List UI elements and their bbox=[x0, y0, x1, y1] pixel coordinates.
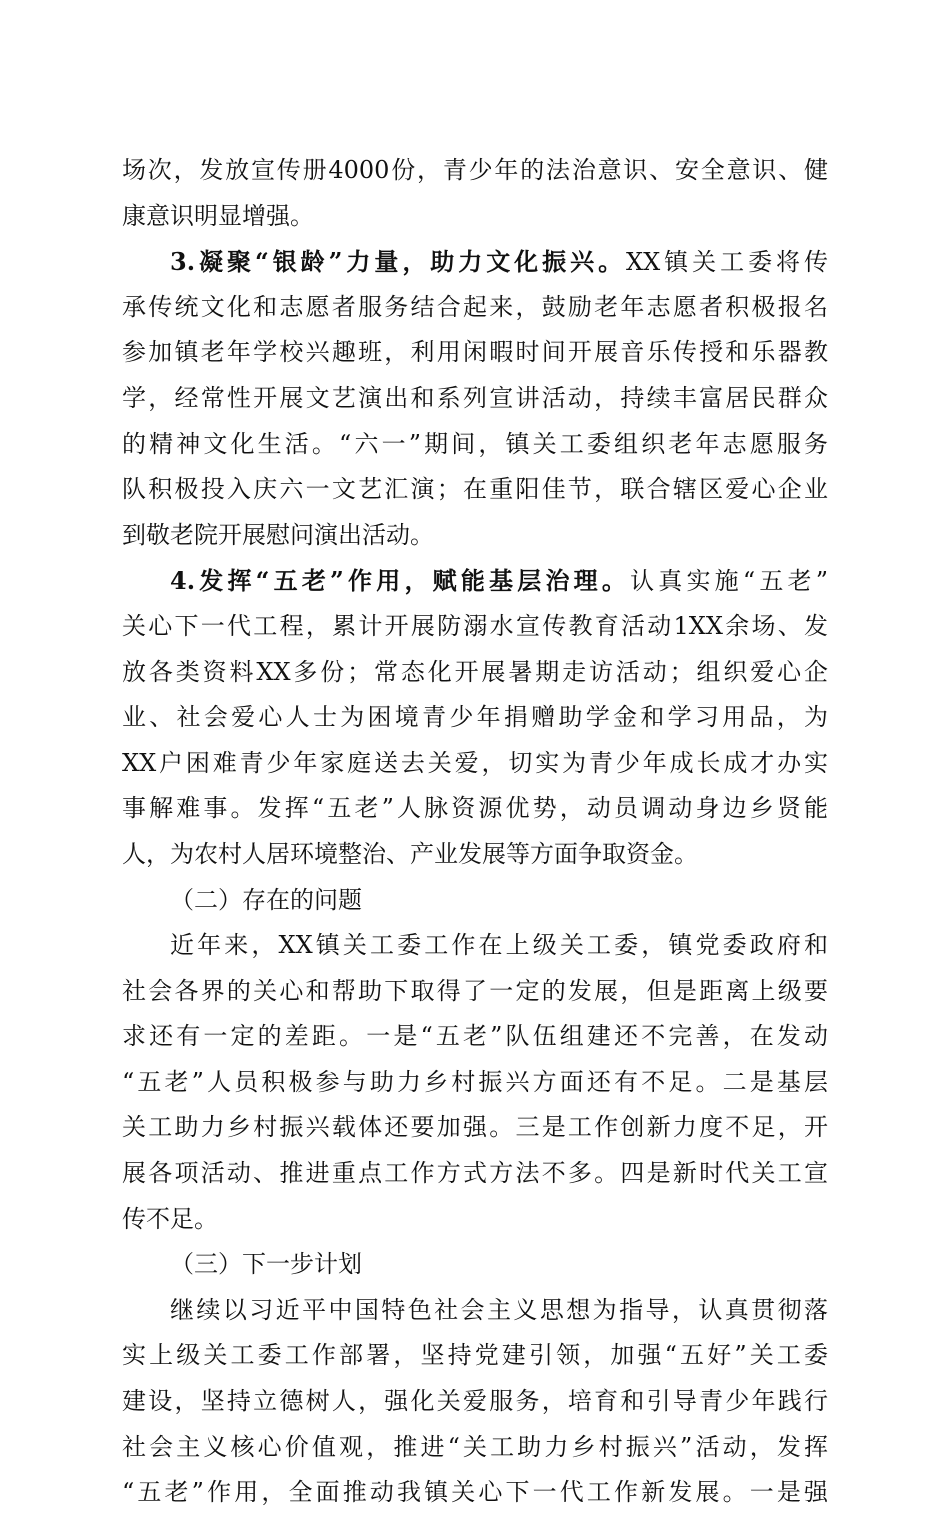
paragraph-line: 求还有一定的差距。一是“五老”队伍组建还不完善，在发动 bbox=[122, 1022, 828, 1051]
paragraph-line: 学，经常性开展文艺演出和系列宣讲活动，持续丰富居民群众 bbox=[122, 383, 828, 412]
paragraph-line: 到敬老院开展慰问演出活动。 bbox=[122, 520, 434, 549]
paragraph-text: XX镇关工委将传 bbox=[626, 248, 828, 277]
paragraph-line: 场次，发放宣传册4000份，青少年的法治意识、安全意识、健 bbox=[122, 156, 828, 184]
paragraph-line: “五老”人员积极参与助力乡村振兴方面还有不足。二是基层 bbox=[122, 1067, 828, 1096]
paragraph-line: “五老”作用，全面推动我镇关心下一代工作新发展。一是强 bbox=[122, 1478, 828, 1507]
paragraph-line: 事解难事。发挥“五老”人脉资源优势，动员调动身边乡贤能 bbox=[122, 794, 828, 823]
paragraph-line: 社会各界的关心和帮助下取得了一定的发展，但是距离上级要 bbox=[122, 976, 828, 1005]
paragraph-line: 社会主义核心价值观，推进“关工助力乡村振兴”活动，发挥 bbox=[122, 1432, 828, 1461]
paragraph-line: 的精神文化生活。“六一”期间，镇关工委组织老年志愿服务 bbox=[122, 429, 828, 458]
section-heading-problems: （二）存在的问题 bbox=[170, 885, 362, 914]
paragraph-first-line bbox=[122, 239, 828, 285]
section-heading-next-plan: （三）下一步计划 bbox=[170, 1250, 362, 1279]
paragraph-line: 传不足。 bbox=[122, 1204, 218, 1233]
paragraph-line: 业、社会爱心人士为困境青少年捐赠助学金和学习用品，为 bbox=[122, 703, 828, 732]
paragraph-first-line: 继续以习近平中国特色社会主义思想为指导，认真贯彻落 bbox=[170, 1295, 828, 1324]
paragraph-line: 实上级关工委工作部署，坚持党建引领，加强“五好”关工委 bbox=[122, 1341, 828, 1370]
paragraph-line: XX户困难青少年家庭送去关爱，切实为青少年成长成才办实 bbox=[122, 748, 828, 777]
subheading-3: 3.凝聚“银龄”力量，助力文化振兴。 bbox=[170, 247, 627, 277]
paragraph-line: 放各类资料XX多份；常态化开展暑期走访活动；组织爱心企 bbox=[122, 657, 828, 686]
subheading-4: 4.发挥“五老”作用，赋能基层治理。 bbox=[170, 566, 631, 596]
paragraph-line: 关工助力乡村振兴载体还要加强。三是工作创新力度不足，开 bbox=[122, 1113, 828, 1142]
paragraph-first-line bbox=[122, 558, 828, 604]
paragraph-line: 关心下一代工程，累计开展防溺水宣传教育活动1XX余场、发 bbox=[122, 611, 828, 640]
paragraph-line: 人，为农村人居环境整治、产业发展等方面争取资金。 bbox=[122, 839, 698, 868]
paragraph-text: 认真实施“五老” bbox=[630, 567, 828, 596]
paragraph-line: 承传统文化和志愿者服务结合起来，鼓励老年志愿者积极报名 bbox=[122, 292, 828, 321]
paragraph-line: 康意识明显增强。 bbox=[122, 201, 314, 230]
paragraph-line: 建设，坚持立德树人，强化关爱服务，培育和引导青少年践行 bbox=[122, 1387, 828, 1416]
paragraph-line: 参加镇老年学校兴趣班，利用闲暇时间开展音乐传授和乐器教 bbox=[122, 338, 828, 367]
document-page bbox=[122, 148, 828, 1516]
paragraph-line: 展各项活动、推进重点工作方式方法不多。四是新时代关工宣 bbox=[122, 1159, 828, 1188]
paragraph-first-line: 近年来，XX镇关工委工作在上级关工委，镇党委政府和 bbox=[170, 931, 828, 960]
paragraph-line: 队积极投入庆六一文艺汇演；在重阳佳节，联合辖区爱心企业 bbox=[122, 475, 828, 504]
